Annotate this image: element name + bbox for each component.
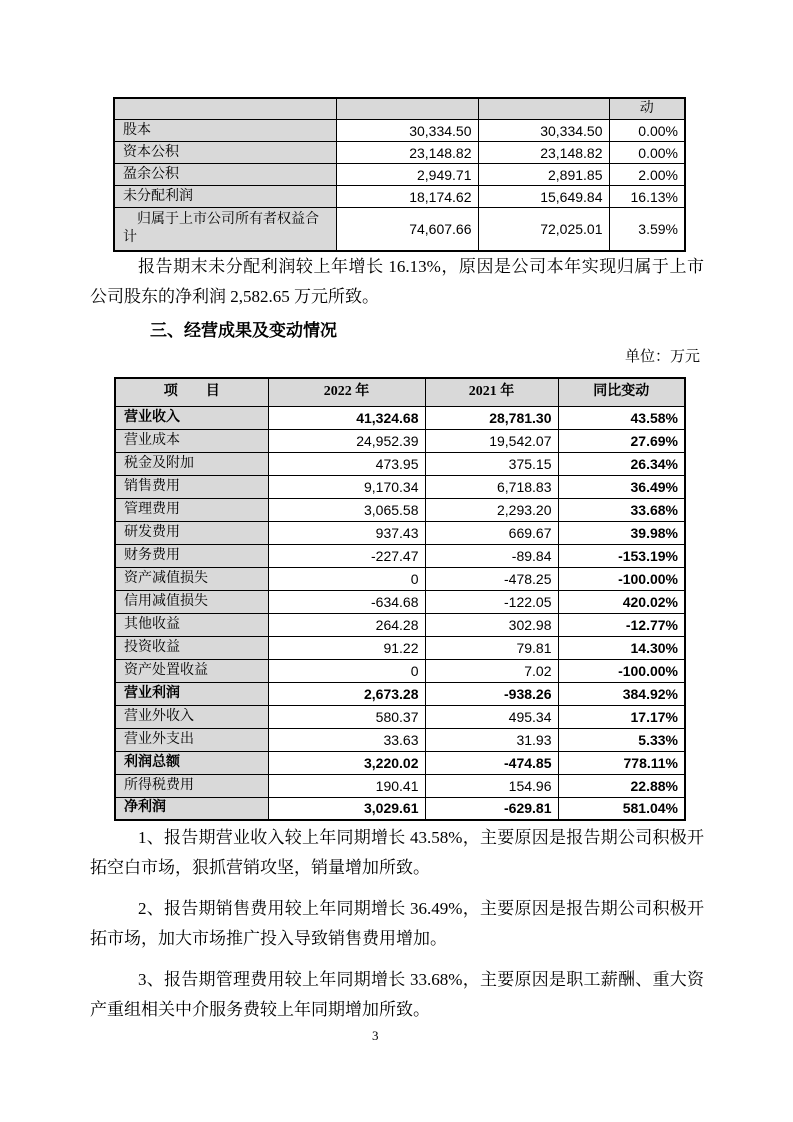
table-row [115, 452, 685, 475]
cell-value: -634.68 [268, 590, 425, 613]
equity-header-item [114, 98, 336, 120]
cell-value: 23,148.82 [478, 142, 609, 164]
cell-value: 495.34 [425, 705, 558, 728]
cell-value: 154.96 [425, 774, 558, 797]
note-paragraph-3: 3、报告期管理费用较上年同期增长 33.68%，主要原因是职工薪酬、重大资产重组相关中介服务费较上年同期增加所致。 [90, 970, 704, 1019]
cell-value: 5.33% [558, 728, 685, 751]
cell-value: 79.81 [425, 636, 558, 659]
row-label: 股本 [114, 120, 336, 142]
cell-value: 41,324.68 [268, 406, 425, 429]
operating-header-2021: 2021 年 [425, 378, 558, 406]
row-label: 资产处置收益 [115, 659, 268, 682]
table-row [115, 774, 685, 797]
table-row [115, 406, 685, 429]
row-label: 税金及附加 [115, 452, 268, 475]
cell-value: 2,673.28 [268, 682, 425, 705]
cell-value: 9,170.34 [268, 475, 425, 498]
cell-value: 33.68% [558, 498, 685, 521]
cell-value: 264.28 [268, 613, 425, 636]
cell-value: -153.19% [558, 544, 685, 567]
table-row [115, 567, 685, 590]
table-row [114, 120, 685, 142]
table-row [115, 544, 685, 567]
row-label: 研发费用 [115, 521, 268, 544]
cell-value: -122.05 [425, 590, 558, 613]
section-heading: 三、经营成果及变动情况 [150, 321, 337, 340]
row-label: 未分配利润 [114, 186, 336, 208]
row-label: 管理费用 [115, 498, 268, 521]
cell-value: 24,952.39 [268, 429, 425, 452]
cell-value: 581.04% [558, 797, 685, 820]
cell-value: 0.00% [609, 120, 685, 142]
table-row [115, 613, 685, 636]
equity-table-header-row [114, 98, 685, 120]
table-row [115, 797, 685, 820]
cell-value: 384.92% [558, 682, 685, 705]
row-label: 利润总额 [115, 751, 268, 774]
cell-value: 17.17% [558, 705, 685, 728]
cell-value: 937.43 [268, 521, 425, 544]
table-row [115, 521, 685, 544]
table-row [114, 186, 685, 208]
table-row [114, 164, 685, 186]
cell-value: -629.81 [425, 797, 558, 820]
row-label: 所得税费用 [115, 774, 268, 797]
cell-value: 30,334.50 [336, 120, 478, 142]
table-row [115, 705, 685, 728]
cell-value: 26.34% [558, 452, 685, 475]
cell-value: 39.98% [558, 521, 685, 544]
equity-header-2021 [478, 98, 609, 120]
cell-value: 2.00% [609, 164, 685, 186]
cell-value: -938.26 [425, 682, 558, 705]
cell-value: 473.95 [268, 452, 425, 475]
cell-value: 420.02% [558, 590, 685, 613]
cell-value: 33.63 [268, 728, 425, 751]
row-label: 信用减值损失 [115, 590, 268, 613]
notes-section [90, 823, 704, 1036]
row-label: 归属于上市公司所有者权益合计 [114, 208, 336, 251]
cell-value: 3,065.58 [268, 498, 425, 521]
operating-table-header-row [115, 378, 685, 406]
row-label: 营业成本 [115, 429, 268, 452]
cell-value: -12.77% [558, 613, 685, 636]
cell-value: 580.37 [268, 705, 425, 728]
cell-value: -227.47 [268, 544, 425, 567]
cell-value: -100.00% [558, 567, 685, 590]
table-row [114, 142, 685, 164]
cell-value: 669.67 [425, 521, 558, 544]
cell-value: -100.00% [558, 659, 685, 682]
equity-table [113, 97, 686, 252]
cell-value: 74,607.66 [336, 208, 478, 251]
row-label: 财务费用 [115, 544, 268, 567]
operating-header-2022: 2022 年 [268, 378, 425, 406]
row-label: 营业外支出 [115, 728, 268, 751]
row-label: 营业外收入 [115, 705, 268, 728]
cell-value: 3.59% [609, 208, 685, 251]
cell-value: 27.69% [558, 429, 685, 452]
row-label: 盈余公积 [114, 164, 336, 186]
cell-value: 302.98 [425, 613, 558, 636]
cell-value: 36.49% [558, 475, 685, 498]
cell-value: 72,025.01 [478, 208, 609, 251]
cell-value: 91.22 [268, 636, 425, 659]
operating-results-table [114, 377, 686, 821]
cell-value: 22.88% [558, 774, 685, 797]
table-row [115, 498, 685, 521]
unit-label: 单位：万元 [624, 349, 700, 365]
cell-value: 2,293.20 [425, 498, 558, 521]
cell-value: 2,891.85 [478, 164, 609, 186]
cell-value: 3,029.61 [268, 797, 425, 820]
table-row [115, 751, 685, 774]
cell-value: 0 [268, 659, 425, 682]
cell-value: 15,649.84 [478, 186, 609, 208]
cell-value: 18,174.62 [336, 186, 478, 208]
row-label: 资产减值损失 [115, 567, 268, 590]
table-row [115, 475, 685, 498]
note-paragraph-2: 2、报告期销售费用较上年同期增长 36.49%，主要原因是报告期公司积极开拓市场，加大市场推广投入导致销售费用增加。 [90, 899, 704, 948]
row-label: 投资收益 [115, 636, 268, 659]
table-row [115, 682, 685, 705]
equity-header-2022 [336, 98, 478, 120]
row-label: 销售费用 [115, 475, 268, 498]
cell-value: -89.84 [425, 544, 558, 567]
operating-header-change: 同比变动 [558, 378, 685, 406]
cell-value: 7.02 [425, 659, 558, 682]
cell-value: 375.15 [425, 452, 558, 475]
table-row [115, 590, 685, 613]
note-paragraph-1: 1、报告期营业收入较上年同期增长 43.58%，主要原因是报告期公司积极开拓空白市场，狠抓营销攻坚，销量增加所致。 [90, 828, 704, 877]
cell-value: 2,949.71 [336, 164, 478, 186]
cell-value: 6,718.83 [425, 475, 558, 498]
equity-header-change: 动 [609, 98, 685, 120]
cell-value: 43.58% [558, 406, 685, 429]
row-label: 资本公积 [114, 142, 336, 164]
table-row [115, 636, 685, 659]
equity-note-paragraph: 报告期末未分配利润较上年增长 16.13%，原因是公司本年实现归属于上市公司股东的净利润 2,582.65 万元所致。 [90, 257, 704, 306]
cell-value: 19,542.07 [425, 429, 558, 452]
cell-value: 0 [268, 567, 425, 590]
cell-value: 3,220.02 [268, 751, 425, 774]
cell-value: -478.25 [425, 567, 558, 590]
cell-value: -474.85 [425, 751, 558, 774]
cell-value: 16.13% [609, 186, 685, 208]
cell-value: 14.30% [558, 636, 685, 659]
table-row [115, 429, 685, 452]
table-row [114, 208, 685, 251]
cell-value: 23,148.82 [336, 142, 478, 164]
row-label: 营业利润 [115, 682, 268, 705]
cell-value: 30,334.50 [478, 120, 609, 142]
operating-header-item: 项 目 [115, 378, 268, 406]
cell-value: 31.93 [425, 728, 558, 751]
page-number: 3 [372, 1028, 379, 1043]
row-label: 其他收益 [115, 613, 268, 636]
table-row [115, 659, 685, 682]
cell-value: 0.00% [609, 142, 685, 164]
table-row [115, 728, 685, 751]
row-label: 净利润 [115, 797, 268, 820]
row-label: 营业收入 [115, 406, 268, 429]
cell-value: 190.41 [268, 774, 425, 797]
cell-value: 778.11% [558, 751, 685, 774]
cell-value: 28,781.30 [425, 406, 558, 429]
